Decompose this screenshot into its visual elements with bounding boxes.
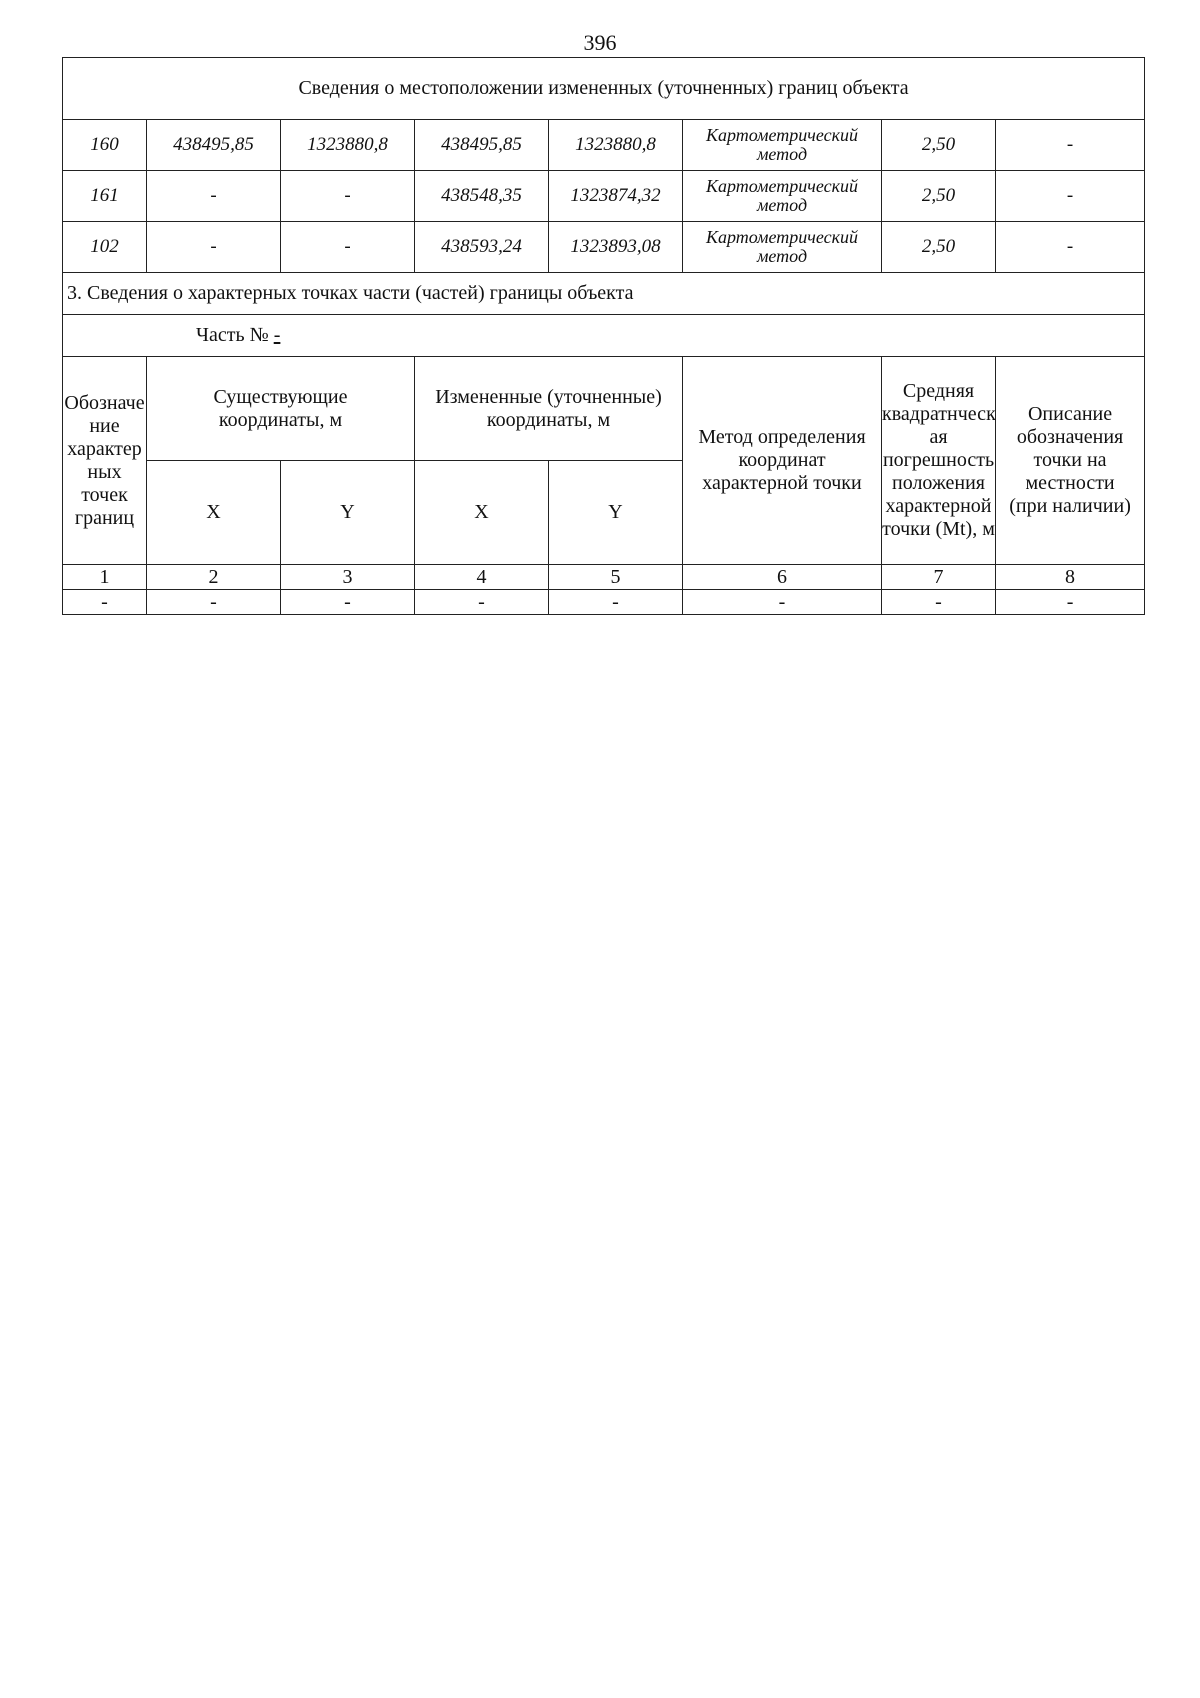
- changed-y: 1323880,8: [549, 120, 683, 171]
- changed-y: 1323874,32: [549, 171, 683, 222]
- boundary-points-table: [62, 57, 1145, 615]
- header-existing-y: Y: [281, 461, 415, 565]
- existing-x: -: [147, 171, 281, 222]
- header-changed-coords: Измененные (уточненные) координаты, м: [415, 357, 683, 461]
- header-point-designation: Обозначе ние характер ных точек границ: [63, 357, 147, 565]
- part-value: -: [273, 324, 281, 346]
- empty-cell: -: [147, 590, 281, 615]
- header-existing-coords: Существующие координаты, м: [147, 357, 415, 461]
- empty-cell: -: [415, 590, 549, 615]
- column-numbers-row: [63, 565, 1145, 590]
- section-row: [63, 273, 1145, 315]
- empty-cell: -: [996, 590, 1145, 615]
- method-cell: [683, 222, 882, 273]
- changed-x: 438593,24: [415, 222, 549, 273]
- changed-y: 1323893,08: [549, 222, 683, 273]
- table-row: [63, 120, 1145, 171]
- description-value: -: [996, 120, 1145, 171]
- page-number: 396: [583, 30, 617, 55]
- changed-x: 438548,35: [415, 171, 549, 222]
- empty-data-row: [63, 590, 1145, 615]
- empty-cell: -: [281, 590, 415, 615]
- header-description: Описание обозначения точки на местности (при наличии): [996, 357, 1145, 565]
- header-row: [63, 357, 1145, 461]
- table-title: Сведения о местоположении измененных (уточненных) границ объекта: [63, 58, 1145, 120]
- existing-y: -: [281, 222, 415, 273]
- method-line-2: метод: [756, 144, 808, 164]
- empty-cell: -: [63, 590, 147, 615]
- existing-x: 438495,85: [147, 120, 281, 171]
- column-number: 5: [549, 565, 683, 590]
- column-number: 6: [683, 565, 882, 590]
- point-id: 102: [63, 222, 147, 273]
- method-line-2: метод: [756, 246, 808, 266]
- description-value: -: [996, 171, 1145, 222]
- method-cell: [683, 171, 882, 222]
- description-value: -: [996, 222, 1145, 273]
- column-number: 7: [882, 565, 996, 590]
- title-row: [63, 58, 1145, 120]
- accuracy-value: 2,50: [882, 120, 996, 171]
- point-id: 160: [63, 120, 147, 171]
- part-label: Часть №: [196, 324, 274, 346]
- empty-cell: -: [683, 590, 882, 615]
- column-number: 8: [996, 565, 1145, 590]
- column-number: 3: [281, 565, 415, 590]
- method-line-1: Картометрический: [705, 125, 858, 146]
- changed-x: 438495,85: [415, 120, 549, 171]
- header-changed-x: X: [415, 461, 549, 565]
- empty-cell: -: [882, 590, 996, 615]
- method-line-1: Картометрический: [705, 227, 858, 248]
- column-number: 4: [415, 565, 549, 590]
- method-line-1: Картометрический: [705, 176, 858, 197]
- existing-y: 1323880,8: [281, 120, 415, 171]
- header-accuracy: Средняя квадратнческ ая погрешность положения характерной точки (Mt), м: [882, 357, 996, 565]
- part-number: [63, 315, 1145, 357]
- section-heading: 3. Сведения о характерных точках части (частей) границы объекта: [63, 273, 1145, 315]
- point-id: 161: [63, 171, 147, 222]
- table-row: [63, 171, 1145, 222]
- column-number: 1: [63, 565, 147, 590]
- table-row: [63, 222, 1145, 273]
- accuracy-value: 2,50: [882, 222, 996, 273]
- method-cell: [683, 120, 882, 171]
- existing-y: -: [281, 171, 415, 222]
- header-method: Метод определения координат характерной точки: [683, 357, 882, 565]
- existing-x: -: [147, 222, 281, 273]
- column-number: 2: [147, 565, 281, 590]
- accuracy-value: 2,50: [882, 171, 996, 222]
- empty-cell: -: [549, 590, 683, 615]
- method-line-2: метод: [756, 195, 808, 215]
- part-row: [63, 315, 1145, 357]
- header-changed-y: Y: [549, 461, 683, 565]
- header-existing-x: X: [147, 461, 281, 565]
